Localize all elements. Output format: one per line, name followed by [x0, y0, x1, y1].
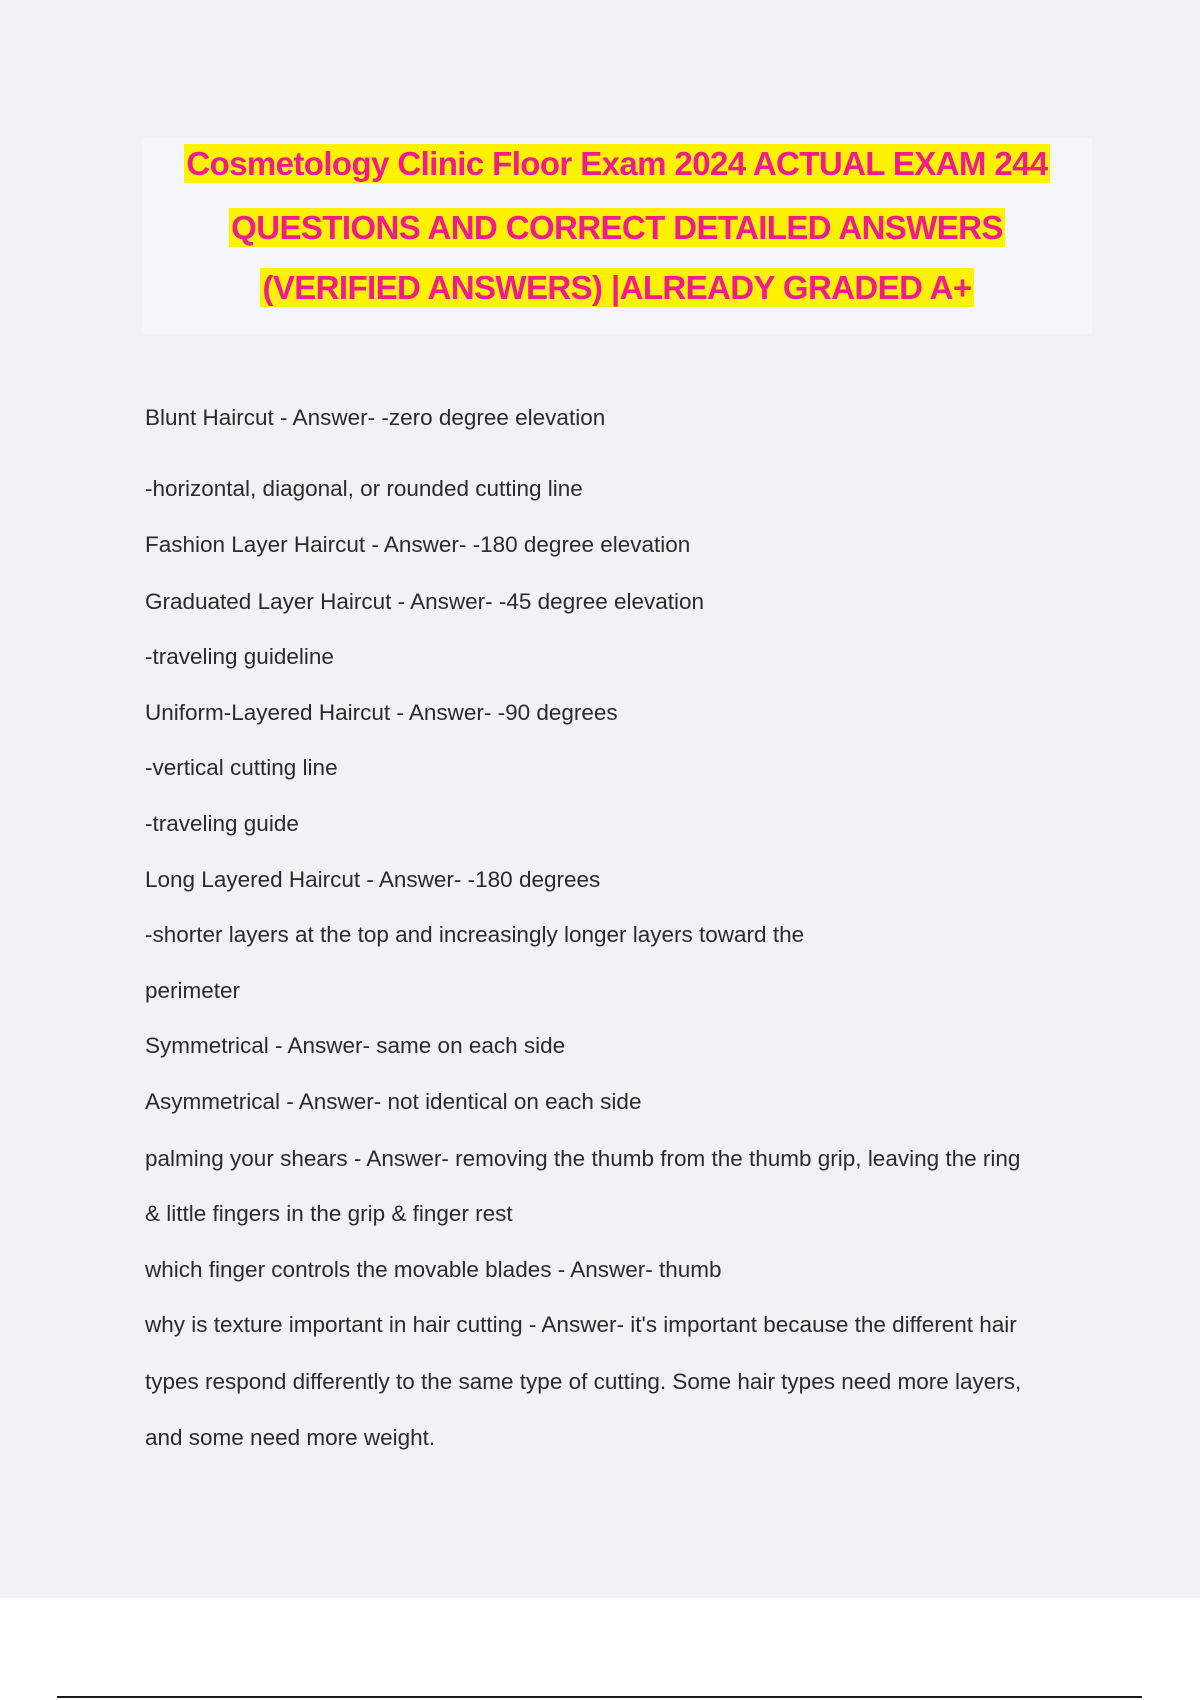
text-line: which finger controls the movable blades - Answer- thumb: [145, 1257, 722, 1282]
text-line: -traveling guide: [145, 811, 299, 836]
text-line: Graduated Layer Haircut - Answer- -45 degree elevation: [145, 589, 705, 614]
title-line-1: Cosmetology Clinic Floor Exam 2024 ACTUAL EXAM 244: [186, 145, 1048, 182]
text-line: why is texture important in hair cutting - Answer- it's important because the different hair: [145, 1312, 1017, 1337]
text-line: Asymmetrical - Answer- not identical on each side: [145, 1089, 642, 1114]
title-line-2: QUESTIONS AND CORRECT DETAILED ANSWERS: [231, 209, 1003, 246]
text-line: Uniform-Layered Haircut - Answer- -90 degrees: [145, 700, 618, 725]
text-line: -shorter layers at the top and increasingly longer layers toward the: [145, 922, 805, 947]
text-line: perimeter: [145, 978, 241, 1003]
text-line: Symmetrical - Answer- same on each side: [145, 1033, 566, 1058]
text-line: Blunt Haircut - Answer- -zero degree elevation: [145, 405, 606, 430]
text-line: & little fingers in the grip & finger rest: [145, 1201, 513, 1226]
text-line: -horizontal, diagonal, or rounded cutting line: [145, 476, 583, 501]
title-line-3: (VERIFIED ANSWERS) |ALREADY GRADED A+: [262, 269, 972, 306]
document-title: [142, 138, 1092, 334]
text-line: Long Layered Haircut - Answer- -180 degrees: [145, 867, 601, 892]
text-line: -vertical cutting line: [145, 755, 338, 780]
text-line: Fashion Layer Haircut - Answer- -180 degree elevation: [145, 532, 691, 557]
footer-divider: [57, 1696, 1142, 1698]
text-line: palming your shears - Answer- removing the thumb from the thumb grip, leaving the ring: [145, 1146, 1021, 1171]
text-line: types respond differently to the same type of cutting. Some hair types need more layers,: [145, 1369, 1022, 1394]
text-line: -traveling guideline: [145, 644, 334, 669]
text-line: and some need more weight.: [145, 1425, 436, 1450]
